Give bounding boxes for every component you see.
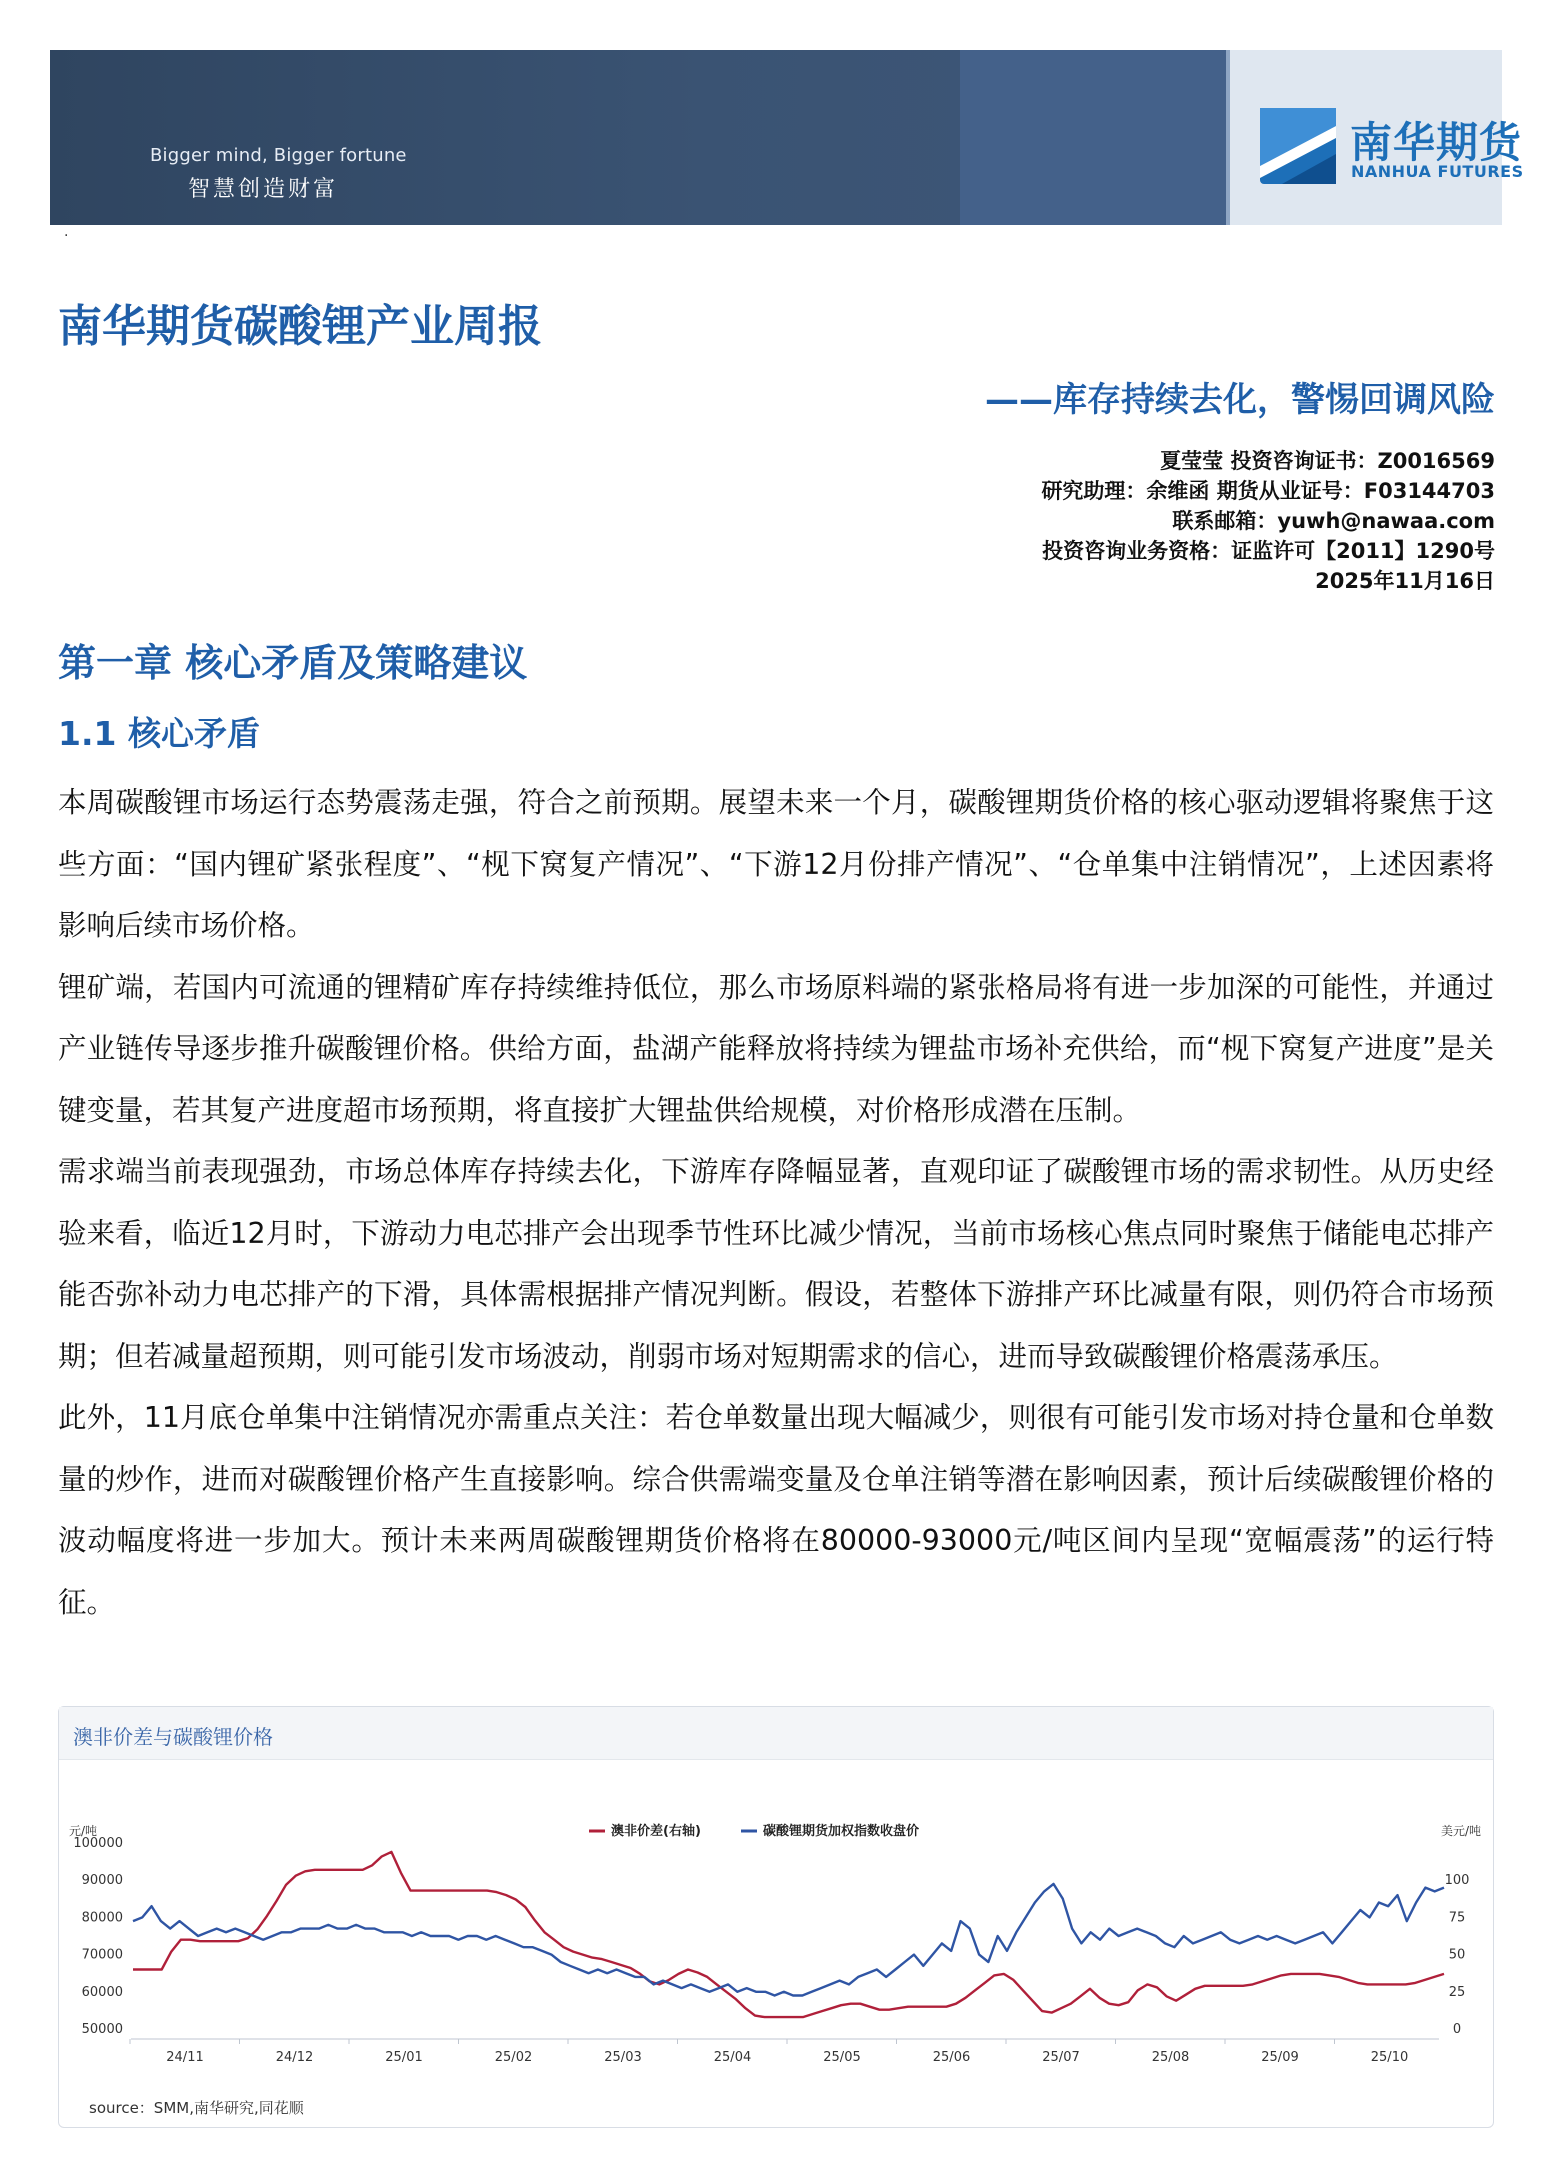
slogan-english: Bigger mind, Bigger fortune [150,145,407,166]
x-tick-label: 25/01 [385,2050,423,2065]
right-tick-label: 75 [1448,1910,1466,1926]
x-tick-label: 25/03 [604,2050,642,2065]
x-tick-label: 25/06 [932,2050,971,2065]
x-tick-label: 25/04 [713,2050,752,2065]
x-tick-label: 25/02 [494,2050,533,2065]
logo-mark-icon [1260,108,1336,184]
x-tick-label: 25/07 [1042,2050,1080,2065]
x-tick-label: 25/10 [1370,2050,1409,2065]
chart-card-title: 澳非价差与碳酸锂价格 [73,1725,273,1749]
right-axis-unit: 美元/吨 [1440,1824,1481,1838]
author-info [1041,446,1495,596]
x-tick-label: 25/08 [1151,2050,1190,2065]
left-tick-label: 70000 [81,1947,123,1963]
right-tick-label: 25 [1448,1984,1466,2000]
chart-card [58,1706,1494,2128]
section-heading: 1.1 核心矛盾 [58,714,260,753]
right-tick-label: 100 [1444,1873,1470,1889]
right-tick-label: 0 [1452,2022,1462,2037]
report-date: 2025年11月16日 [1315,569,1495,593]
chart-source: source：SMM,南华研究,同花顺 [89,2099,304,2117]
paragraph: 锂矿端，若国内可流通的锂精矿库存持续维持低位，那么市场原料端的紧张格局将有进一步加深的可能性，并通过产业链传导逐步推升碳酸锂价格。供给方面，盐湖产能释放将持续为锂盐市场补充供给，而“枧下窝复产进度”是关键变量，若其复产进度超市场预期，将直接扩大锂盐供给规模，对价格形成潜在压制。 [58,970,1494,1127]
left-axis-unit: 元/吨 [69,1824,98,1838]
license-line: 投资咨询业务资格：证监许可【2011】1290号 [1042,539,1495,563]
slogan-chinese: 智慧创造财富 [188,177,339,202]
chapter-heading: 第一章 核心矛盾及策略建议 [58,641,528,685]
paragraph: 本周碳酸锂市场运行态势震荡走强，符合之前预期。展望未来一个月，碳酸锂期货价格的核心驱动逻辑将聚焦于这些方面：“国内锂矿紧张程度”、“枧下窝复产情况”、“下游12月份排产情况”、“仓单集中注销情况”，上述因素将影响后续市场价格。 [58,786,1494,942]
author-line: 夏莹莹 投资咨询证书：Z0016569 [1160,449,1495,473]
author-email: 联系邮箱：yuwh@nawaa.com [1172,509,1495,533]
report-title: 南华期货碳酸锂产业周报 [58,301,542,352]
report-subtitle: ——库存持续去化，警惕回调风险 [985,380,1495,420]
left-tick-label: 90000 [81,1873,123,1889]
paragraph: 需求端当前表现强劲，市场总体库存持续去化，下游库存降幅显著，直观印证了碳酸锂市场的需求韧性。从历史经验来看，临近12月时，下游动力电芯排产会出现季节性环比减少情况，当前市场核心焦点同时聚焦于储能电芯排产能否弥补动力电芯排产的下滑，具体需根据排产情况判断。假设，若整体下游排产环比减量有限，则仍符合市场预期；但若减量超预期，则可能引发市场波动，削弱市场对短期需求的信心，进而导致碳酸锂价格震荡承压。 [58,1155,1494,1373]
x-tick-label: 25/05 [823,2050,861,2065]
legend-label: 碳酸锂期货加权指数收盘价 [763,1824,920,1839]
header-banner [50,50,1524,225]
left-tick-label: 50000 [81,2022,123,2037]
right-tick-label: 50 [1448,1947,1466,1963]
banner-middle-panel [960,50,1230,225]
logo-name-english: NANHUA FUTURES [1351,162,1524,181]
price-chart [59,1759,1493,2099]
legend-label: 澳非价差(右轴) [611,1824,701,1839]
series-line-spread [133,1852,1444,2017]
paragraph: 此外，11月底仓单集中注销情况亦需重点关注：若仓单数量出现大幅减少，则很有可能引发市场对持仓量和仓单数量的炒作，进而对碳酸锂价格产生直接影响。综合供需端变量及仓单注销等潜在影响因素，预计后续碳酸锂价格的波动幅度将进一步加大。预计未来两周碳酸锂期货价格将在80000-93000元/吨区间内呈现“宽幅震荡”的运行特征。 [58,1401,1494,1619]
x-tick-label: 24/12 [275,2050,314,2065]
author-line: 研究助理：余维函 期货从业证号：F03144703 [1041,479,1495,503]
left-tick-label: 60000 [81,1984,123,2000]
logo-name-chinese: 南华期货 [1350,118,1523,167]
left-tick-label: 80000 [81,1910,123,1926]
x-tick-label: 25/09 [1261,2050,1299,2065]
series-line-price [133,1884,1444,1996]
chart-card-header [59,1707,1493,1760]
left-tick-label: 100000 [73,1836,123,1851]
body-text [58,772,1494,1633]
company-logo [1260,104,1524,184]
x-tick-label: 24/11 [166,2050,204,2065]
bullet-dot: · [64,228,69,244]
